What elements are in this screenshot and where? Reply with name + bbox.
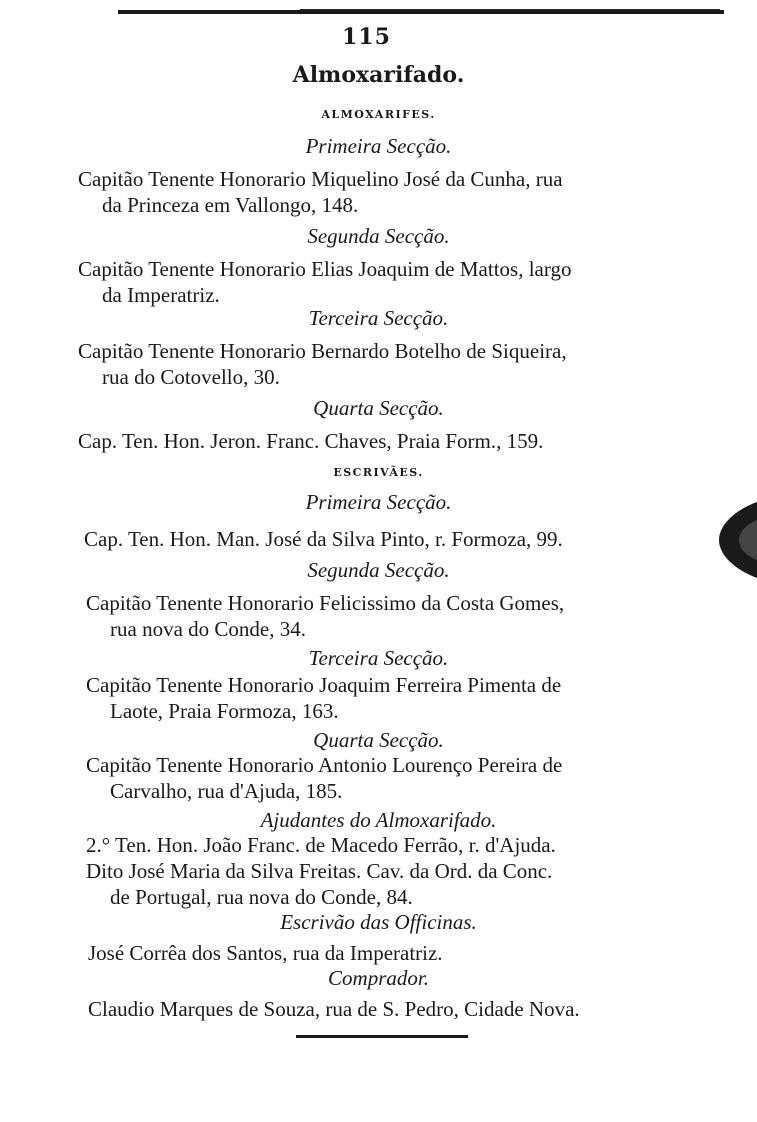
entry-line: Laote, Praia Formoza, 163. xyxy=(110,699,339,723)
entry-line: Carvalho, rua d'Ajuda, 185. xyxy=(110,779,343,803)
entry xyxy=(78,256,678,308)
entry-line: da Princeza em Vallongo, 148. xyxy=(102,193,359,217)
entry xyxy=(84,526,684,552)
entry-line: Capitão Tenente Honorario Elias Joaquim de Mattos, largo xyxy=(78,257,572,281)
page-number: 115 xyxy=(342,24,391,50)
top-rule xyxy=(118,10,724,14)
section-heading: Quarta Secção. xyxy=(313,396,444,420)
entry-line: rua nova do Conde, 34. xyxy=(110,617,306,641)
entry xyxy=(86,672,686,724)
entry-line: José Corrêa dos Santos, rua da Imperatriz. xyxy=(88,941,443,965)
entry-line: de Portugal, rua nova do Conde, 84. xyxy=(110,885,413,909)
header-almoxarifes: ALMOXARIFES. xyxy=(321,108,436,121)
entry xyxy=(86,832,686,910)
entry-line: Claudio Marques de Souza, rua de S. Pedro, Cidade Nova. xyxy=(88,997,580,1021)
bottom-rule xyxy=(296,1035,468,1038)
section-heading: Terceira Secção. xyxy=(308,306,449,330)
entry-line: da Imperatriz. xyxy=(102,283,220,307)
entry-line: Capitão Tenente Honorario Miquelino José da Cunha, rua xyxy=(78,167,563,191)
section-heading: Escrivão das Officinas. xyxy=(280,910,477,934)
entry xyxy=(86,590,686,642)
entry-line: Capitão Tenente Honorario Joaquim Ferreira Pimenta de xyxy=(86,673,562,697)
header-escrivaes: ESCRIVÃES. xyxy=(333,466,424,479)
entry xyxy=(78,166,678,218)
entry-line: 2.° Ten. Hon. João Franc. de Macedo Ferrão, r. d'Ajuda. xyxy=(86,833,556,857)
entry-line: Cap. Ten. Hon. Man. José da Silva Pinto, r. Formoza, 99. xyxy=(84,527,563,551)
entry-line: Capitão Tenente Honorario Antonio Lourenço Pereira de xyxy=(86,753,563,777)
entry xyxy=(88,940,688,966)
entry-line: Capitão Tenente Honorario Felicissimo da Costa Gomes, xyxy=(86,591,565,615)
section-heading: Ajudantes do Almoxarifado. xyxy=(260,808,497,832)
section-heading: Segunda Secção. xyxy=(307,224,450,248)
entry xyxy=(86,752,686,804)
page-title: Almoxarifado. xyxy=(292,62,465,88)
entry-line: Dito José Maria da Silva Freitas. Cav. da Ord. da Conc. xyxy=(86,859,553,883)
entry xyxy=(78,338,678,390)
thumb-mark-icon xyxy=(705,500,757,580)
section-heading: Primeira Secção. xyxy=(305,134,452,158)
section-heading: Primeira Secção. xyxy=(305,490,452,514)
section-heading: Terceira Secção. xyxy=(308,646,449,670)
entry-line: rua do Cotovello, 30. xyxy=(102,365,280,389)
section-heading: Comprador. xyxy=(328,966,429,990)
entry-line: Cap. Ten. Hon. Jeron. Franc. Chaves, Praia Form., 159. xyxy=(78,429,544,453)
entry xyxy=(88,996,688,1022)
entry-line: Capitão Tenente Honorario Bernardo Botelho de Siqueira, xyxy=(78,339,567,363)
section-heading: Quarta Secção. xyxy=(313,728,444,752)
entry xyxy=(78,428,678,454)
section-heading: Segunda Secção. xyxy=(307,558,450,582)
